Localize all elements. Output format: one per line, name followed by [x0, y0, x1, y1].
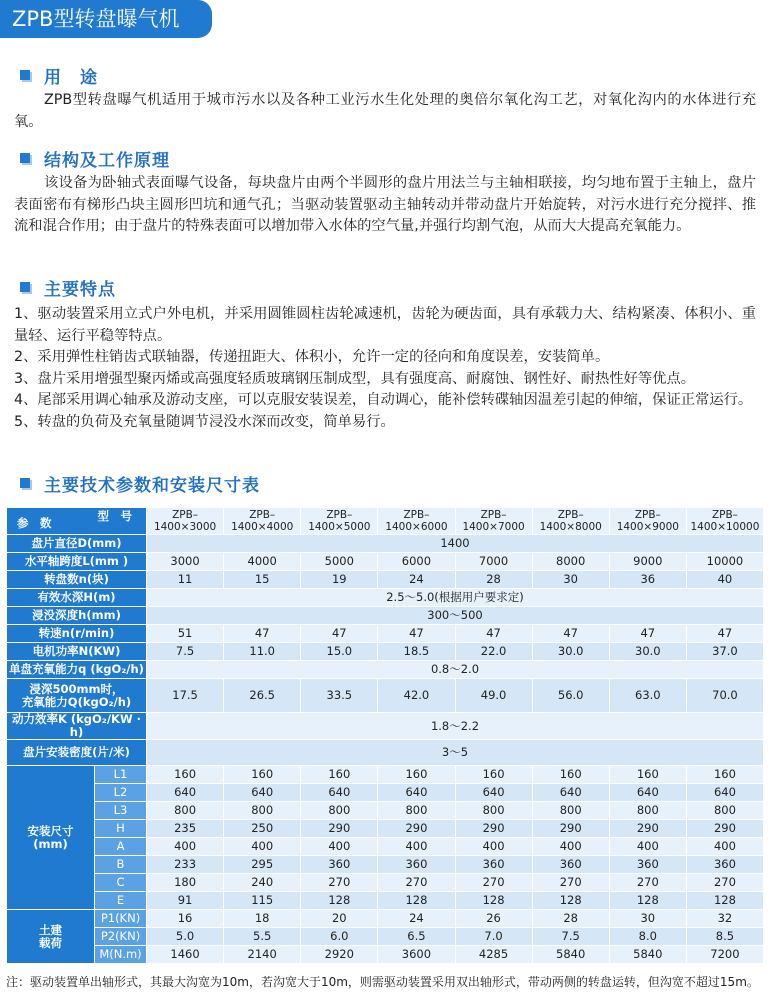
- table-cell: 4000: [224, 553, 301, 571]
- table-cell: 40: [686, 571, 763, 589]
- page-title: ZPB型转盘曝气机: [0, 0, 212, 38]
- table-row: [7, 643, 764, 661]
- table-cell: 6000: [378, 553, 455, 571]
- table-cell: 640: [455, 784, 532, 802]
- table-cell: 水平轴跨度L(mm ): [7, 553, 147, 571]
- table-cell: 400: [301, 838, 378, 856]
- table-cell: 250: [224, 820, 301, 838]
- table-cell: L2: [95, 784, 147, 802]
- table-cell: 56.0: [532, 679, 609, 713]
- table-cell: 800: [686, 802, 763, 820]
- table-cell: L3: [95, 802, 147, 820]
- table-cell: H: [95, 820, 147, 838]
- model-header: ZPB– 1400×8000: [532, 508, 609, 535]
- table-cell: 5840: [532, 946, 609, 964]
- table-row: [7, 535, 764, 553]
- model-header: ZPB– 1400×3000: [147, 508, 224, 535]
- table-cell: 160: [532, 766, 609, 784]
- table-cell: 2920: [301, 946, 378, 964]
- table-cell: 32: [686, 910, 763, 928]
- table-cell: 11: [147, 571, 224, 589]
- table-cell: 16: [147, 910, 224, 928]
- table-cell: 640: [378, 784, 455, 802]
- table-cell: 400: [686, 838, 763, 856]
- table-cell: P2(KN): [95, 928, 147, 946]
- table-cell: 800: [301, 802, 378, 820]
- table-cell: 33.5: [301, 679, 378, 713]
- table-cell: 42.0: [378, 679, 455, 713]
- table-cell: 30: [609, 910, 686, 928]
- table-cell: 7.0: [455, 928, 532, 946]
- section-text: ZPB型转盘曝气机适用于城市污水以及各种工业污水生化处理的奥倍尔氧化沟工艺，对氧化沟内的水体进行充氧。: [14, 92, 756, 130]
- table-cell: 128: [378, 892, 455, 910]
- table-cell: 15.0: [301, 643, 378, 661]
- feature-item: 5、转盘的负荷及充氧量随调节浸没水深而改变，简单易行。: [14, 413, 395, 430]
- table-cell: 640: [532, 784, 609, 802]
- table-row: [7, 802, 764, 820]
- table-cell: 8000: [532, 553, 609, 571]
- feature-item: 4、尾部采用调心轴承及游动支座，可以克服安装误差，自动调心，能补偿转碟轴因温差引起的伸缩，保证正常运行。: [14, 392, 753, 408]
- table-row: [7, 910, 764, 928]
- table-cell: 270: [686, 874, 763, 892]
- table-cell: 11.0: [224, 643, 301, 661]
- section-text: 该设备为卧轴式表面曝气设备，每块盘片由两个半圆形的盘片用法兰与主轴相联接，均匀地布置于主轴上，盘片表面密布有梯形凸块主圆形凹坑和通气孔；当驱动装置驱动主轴转动并带动盘片开始旋转，对污水进行充分搅拌、推流和混合作用；由于盘片的特殊表面可以增加带入水体的空气量,并强行均割气泡，从而大大提高充氧能力。: [14, 175, 756, 234]
- table-cell: 360: [455, 856, 532, 874]
- feature-item: 3、盘片采用增强型聚丙烯或高强度轻质玻璃钢压制成型，具有强度高、耐腐蚀、钢性好、耐热性好等优点。: [14, 370, 696, 387]
- table-cell: 290: [455, 820, 532, 838]
- table-cell: 5840: [609, 946, 686, 964]
- table-cell: 5.5: [224, 928, 301, 946]
- table-cell: 浸没深度h(mm): [7, 607, 147, 625]
- table-row: [7, 838, 764, 856]
- table-cell: 800: [147, 802, 224, 820]
- table-cell: 800: [224, 802, 301, 820]
- table-cell: P1(KN): [95, 910, 147, 928]
- table-cell: C: [95, 874, 147, 892]
- table-cell: 160: [455, 766, 532, 784]
- table-cell: 160: [609, 766, 686, 784]
- model-header: ZPB– 1400×7000: [455, 508, 532, 535]
- feature-item: 2、采用弹性柱销齿式联轴器，传递扭距大、体积小，允许一定的径向和角度误差，安装简单。: [14, 349, 610, 365]
- table-cell: 17.5: [147, 679, 224, 713]
- table-cell: 270: [378, 874, 455, 892]
- table-cell: 400: [609, 838, 686, 856]
- table-cell: 47: [224, 625, 301, 643]
- table-cell: 1460: [147, 946, 224, 964]
- table-cell: 3000: [147, 553, 224, 571]
- table-cell: 640: [686, 784, 763, 802]
- table-cell: 28: [455, 571, 532, 589]
- table-row: [7, 661, 764, 679]
- table-row: [7, 607, 764, 625]
- table-cell: 800: [532, 802, 609, 820]
- table-cell: 26: [455, 910, 532, 928]
- table-cell: 128: [455, 892, 532, 910]
- model-header: ZPB– 1400×4000: [224, 508, 301, 535]
- table-cell: 5.0: [147, 928, 224, 946]
- table-cell: L1: [95, 766, 147, 784]
- table-cell: 91: [147, 892, 224, 910]
- table-row: [7, 553, 764, 571]
- table-cell: 360: [686, 856, 763, 874]
- footnote: 注：驱动装置单出轴形式，其最大沟宽为10m，若沟宽大于10m，则需驱动装置采用双出轴形式，带动两侧的转盘运转，但沟宽不超过15m。: [6, 975, 759, 989]
- table-cell: 295: [224, 856, 301, 874]
- table-cell: 63.0: [609, 679, 686, 713]
- table-cell: 47: [609, 625, 686, 643]
- table-cell: 土建 载荷: [7, 910, 95, 964]
- table-cell: 160: [301, 766, 378, 784]
- table-cell: 360: [301, 856, 378, 874]
- model-header: ZPB– 1400×6000: [378, 508, 455, 535]
- table-cell: 47: [301, 625, 378, 643]
- table-cell: 转速n(r/min): [7, 625, 147, 643]
- table-cell: 1.8～2.2: [147, 713, 764, 740]
- table-cell: 盘片直径D(mm): [7, 535, 147, 553]
- table-cell: 240: [224, 874, 301, 892]
- table-cell: 128: [532, 892, 609, 910]
- table-cell: 800: [455, 802, 532, 820]
- table-cell: 10000: [686, 553, 763, 571]
- model-header: ZPB– 1400×5000: [301, 508, 378, 535]
- table-cell: 转盘数n(块): [7, 571, 147, 589]
- table-cell: 640: [147, 784, 224, 802]
- table-cell: 47: [455, 625, 532, 643]
- table-cell: 3600: [378, 946, 455, 964]
- table-cell: 235: [147, 820, 224, 838]
- table-cell: 18: [224, 910, 301, 928]
- table-cell: 4285: [455, 946, 532, 964]
- table-cell: 电机功率N(KW): [7, 643, 147, 661]
- table-row: [7, 713, 764, 740]
- table-cell: 18.5: [378, 643, 455, 661]
- table-corner: [7, 508, 147, 535]
- table-row: [7, 856, 764, 874]
- table-cell: 640: [224, 784, 301, 802]
- table-cell: 8.5: [686, 928, 763, 946]
- table-row: [7, 740, 764, 766]
- table-row: [7, 874, 764, 892]
- table-cell: M(N.m): [95, 946, 147, 964]
- table-cell: 70.0: [686, 679, 763, 713]
- table-cell: 270: [455, 874, 532, 892]
- table-cell: 300～500: [147, 607, 764, 625]
- table-cell: 360: [532, 856, 609, 874]
- table-cell: 400: [224, 838, 301, 856]
- section-title: 主要技术参数和安装尺寸表: [44, 475, 260, 496]
- table-cell: 5000: [301, 553, 378, 571]
- table-cell: 270: [301, 874, 378, 892]
- corner-model: 型 号: [97, 509, 132, 523]
- table-cell: 51: [147, 625, 224, 643]
- table-cell: 动力效率K (kgO₂/KW · h): [7, 713, 147, 740]
- table-row: [7, 928, 764, 946]
- table-cell: 浸深500mm时， 充氧能力Q(kgO₂/h): [7, 679, 147, 713]
- table-cell: 160: [147, 766, 224, 784]
- bullet-square-icon: [20, 153, 30, 163]
- table-cell: 180: [147, 874, 224, 892]
- table-cell: 24: [378, 571, 455, 589]
- table-cell: 360: [609, 856, 686, 874]
- table-cell: B: [95, 856, 147, 874]
- table-cell: 2.5～5.0(根据用户要求定): [147, 589, 764, 607]
- table-cell: 30.0: [609, 643, 686, 661]
- table-cell: 290: [378, 820, 455, 838]
- table-cell: 47: [532, 625, 609, 643]
- table-cell: 640: [301, 784, 378, 802]
- table-cell: 9000: [609, 553, 686, 571]
- model-header: ZPB– 1400×9000: [609, 508, 686, 535]
- table-row: [7, 679, 764, 713]
- table-cell: 160: [224, 766, 301, 784]
- section-use: [14, 64, 756, 133]
- table-cell: 640: [609, 784, 686, 802]
- table-cell: 290: [609, 820, 686, 838]
- table-row: [7, 625, 764, 643]
- table-cell: 安装尺寸 (mm): [7, 766, 95, 910]
- table-row: [7, 892, 764, 910]
- table-cell: 24: [378, 910, 455, 928]
- table-cell: 7000: [455, 553, 532, 571]
- corner-param: 参 数: [17, 516, 52, 530]
- table-cell: 400: [147, 838, 224, 856]
- table-cell: 6.5: [378, 928, 455, 946]
- section-title: 用 途: [44, 67, 98, 88]
- table-cell: 30.0: [532, 643, 609, 661]
- table-cell: 160: [686, 766, 763, 784]
- table-cell: 47: [686, 625, 763, 643]
- table-cell: 270: [532, 874, 609, 892]
- table-row: [7, 820, 764, 838]
- bullet-square-icon: [20, 70, 30, 80]
- table-row: [7, 766, 764, 784]
- spec-table: [6, 507, 764, 964]
- table-cell: 233: [147, 856, 224, 874]
- model-header: ZPB– 1400×10000: [686, 508, 763, 535]
- table-cell: 128: [686, 892, 763, 910]
- table-row: [7, 571, 764, 589]
- table-cell: 270: [609, 874, 686, 892]
- table-cell: 128: [301, 892, 378, 910]
- table-cell: 有效水深H(m): [7, 589, 147, 607]
- section-title: 结构及工作原理: [44, 150, 170, 171]
- table-cell: 7.5: [532, 928, 609, 946]
- table-row: [7, 589, 764, 607]
- table-cell: 19: [301, 571, 378, 589]
- table-cell: 20: [301, 910, 378, 928]
- table-cell: 400: [532, 838, 609, 856]
- table-cell: 290: [686, 820, 763, 838]
- table-cell: 290: [532, 820, 609, 838]
- table-header-row: [7, 508, 764, 535]
- table-cell: 7200: [686, 946, 763, 964]
- feature-item: 1、驱动装置采用立式户外电机，并采用圆锥圆柱齿轮减速机，齿轮为硬齿面，具有承载力大、结构紧凑、体积小、重量轻、运行平稳等特点。: [14, 306, 756, 344]
- section-title: 主要特点: [44, 279, 116, 300]
- table-cell: 2140: [224, 946, 301, 964]
- bullet-square-icon: [20, 282, 30, 292]
- table-cell: 26.5: [224, 679, 301, 713]
- table-cell: 49.0: [455, 679, 532, 713]
- table-cell: 15: [224, 571, 301, 589]
- table-cell: 37.0: [686, 643, 763, 661]
- section-table: [14, 472, 756, 494]
- table-cell: 360: [378, 856, 455, 874]
- table-cell: 1400: [147, 535, 764, 553]
- bullet-square-icon: [20, 478, 30, 488]
- section-features: [14, 276, 756, 433]
- table-cell: 290: [301, 820, 378, 838]
- table-cell: 28: [532, 910, 609, 928]
- table-cell: E: [95, 892, 147, 910]
- table-cell: 8.0: [609, 928, 686, 946]
- table-row: [7, 784, 764, 802]
- table-cell: 800: [609, 802, 686, 820]
- table-cell: 30: [532, 571, 609, 589]
- table-cell: 0.8～2.0: [147, 661, 764, 679]
- table-cell: 6.0: [301, 928, 378, 946]
- table-cell: 400: [378, 838, 455, 856]
- table-cell: 800: [378, 802, 455, 820]
- table-cell: 128: [609, 892, 686, 910]
- table-cell: A: [95, 838, 147, 856]
- table-cell: 160: [378, 766, 455, 784]
- table-cell: 47: [378, 625, 455, 643]
- table-cell: 盘片安装密度(片/米): [7, 740, 147, 766]
- table-row: [7, 946, 764, 964]
- table-cell: 7.5: [147, 643, 224, 661]
- section-structure: [14, 147, 756, 238]
- table-cell: 22.0: [455, 643, 532, 661]
- table-cell: 115: [224, 892, 301, 910]
- table-cell: 单盘充氧能力q (kgO₂/h): [7, 661, 147, 679]
- table-cell: 400: [455, 838, 532, 856]
- table-cell: 3～5: [147, 740, 764, 766]
- table-cell: 36: [609, 571, 686, 589]
